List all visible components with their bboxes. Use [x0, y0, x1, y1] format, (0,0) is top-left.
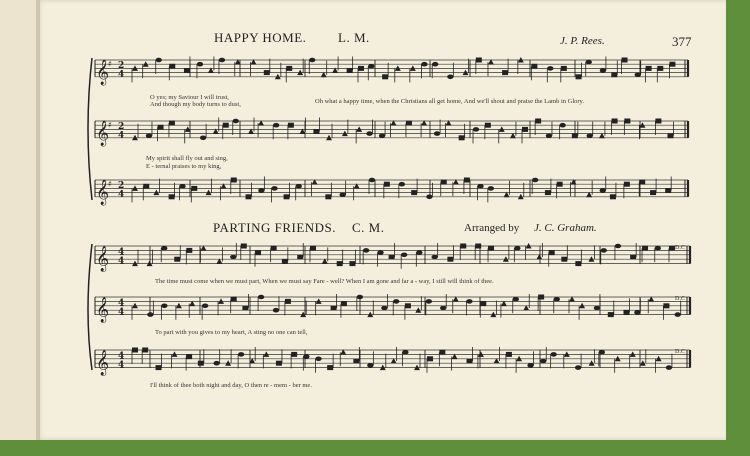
key-sharp-icon: ♯ [108, 59, 112, 69]
hymn2-staff-1-note [186, 248, 192, 253]
hymn1-lyric-line1: O yes; my Saviour I will trust, [150, 94, 229, 101]
hymn1-staff-3-note [532, 178, 538, 183]
hymn1-staff-1-note [600, 68, 606, 73]
hymn1-staff-1-note [576, 74, 582, 79]
hymn2-staff-3-note [213, 361, 219, 366]
hymn2-staff-2-note [242, 306, 248, 311]
hymn2-staff-2-note [594, 306, 600, 311]
hymn1-staff-1-note [286, 66, 292, 71]
hymn2-title: PARTING FRIENDS. [213, 220, 337, 235]
hymn2-staff-2-note [202, 304, 208, 309]
hymn2-staff-3-note [142, 348, 148, 353]
hymn1-staff-3-note [369, 178, 375, 183]
dc-marker-3: D.C [675, 349, 685, 355]
hymn2-staff-3-note [550, 352, 556, 357]
hymn1-staff-1-note [309, 58, 315, 63]
time-signature-bottom: 4 [118, 189, 125, 200]
hymn2-staff-1-note [431, 255, 437, 260]
key-sharp-icon: ♯ [108, 179, 112, 189]
hymn2-staff-2-note [674, 312, 680, 317]
hymn2-staff-3-note [506, 352, 512, 357]
hymn2-staff-2-note [623, 310, 629, 315]
hymn1-staff-3-note [179, 184, 185, 189]
hymn1-staff-1-note [264, 70, 270, 75]
hymn2-staff-3-note [402, 350, 408, 355]
hymn1-staff-3-note [426, 195, 432, 200]
hymn2-staff-3-note [238, 352, 244, 357]
hymn2-staff-2-note [634, 310, 640, 315]
hymn1-staff-3-note [143, 184, 149, 189]
hymn2-staff-3-note [427, 356, 433, 361]
hymn1-staff-1-note [502, 70, 508, 75]
hymn1-staff-1-note [219, 58, 225, 63]
hymn2-staff-1-note [377, 250, 383, 255]
time-signature-top: 2 [118, 121, 125, 132]
hymn2-staff-2-note [273, 308, 279, 313]
hymn2-staff-1-note [297, 255, 303, 260]
hymn2-lyric-line2: To part with you gives to my heart, A sting no one can tell, [155, 329, 308, 336]
hymn1-staff-1-note [611, 72, 617, 77]
hymn1-staff-2-note [459, 135, 465, 140]
hymn2-lyric-line1: The time must come when we must part, When we must say Fare - well? When I am gone and far a - way, I still will think of thee. [155, 278, 494, 285]
hymn1-staff-1-note [476, 58, 482, 63]
hymn1-staff-2-note [434, 131, 440, 136]
hymn1-staff-2-note [379, 133, 385, 138]
key-sharp-icon: ♯ [108, 120, 112, 130]
hymn1-staff-2-note [624, 119, 630, 124]
hymn1-staff-1-note [421, 62, 427, 67]
hymn2-staff-1-note [255, 250, 261, 255]
hymn1-staff-1-note [635, 72, 641, 77]
hymn2-staff-2-note [405, 303, 411, 308]
hymn2-staff-3-note [198, 361, 204, 366]
hymn2-staff-3-note [276, 361, 282, 366]
hymn2-staff-1-note [161, 246, 167, 251]
hymn2-staff-3-note [467, 359, 473, 364]
hymn2-staff-1-note [447, 257, 453, 262]
hymn2-staff-1-note [363, 248, 369, 253]
hymn2-staff-1-note [601, 248, 607, 253]
hymn1-staff-1-note [382, 74, 388, 79]
dc-marker-2: D.C [675, 296, 685, 302]
time-signature-top: 2 [118, 180, 125, 191]
hymn1-staff-3-note [231, 178, 237, 183]
hymn1-staff-1-note [669, 62, 675, 67]
hymn2-staff-1-note [561, 257, 567, 262]
time-signature-bottom: 4 [118, 69, 125, 80]
hymn1-staff-2-note [522, 127, 528, 132]
hymn1-staff-3-note [399, 182, 405, 187]
dc-marker-1: D.C [675, 245, 685, 251]
time-signature-top: 4 [118, 298, 125, 309]
hymn1-staff-2-note [587, 133, 593, 138]
hymn2-staff-2-note [538, 295, 544, 300]
hymn1-staff-1-note [622, 58, 628, 63]
hymn2-staff-2-note [381, 306, 387, 311]
hymn1-staff-3-note [271, 186, 277, 191]
hymn1-staff-3-note [610, 194, 616, 199]
hymn2-staff-3-note [439, 350, 445, 355]
hymn1-staff-3-note [464, 178, 470, 183]
hymn1-staff-1-note [347, 68, 353, 73]
hymn1-staff-3-note [384, 182, 390, 187]
hymn2-staff-1-note [630, 255, 636, 260]
time-signature-top: 4 [118, 247, 125, 258]
hymn2-staff-1-note [241, 244, 247, 249]
hymn2-staff-1-note [655, 246, 661, 251]
hymn2-lyric-line3: I'll think of thee both night and day, O then re - mem - ber me. [150, 382, 312, 389]
hymn2-staff-1-note [230, 255, 236, 260]
hymn1-staff-3-note [639, 180, 645, 185]
hymn2-staff-1-note [575, 261, 581, 266]
hymn1-staff-1-note [169, 64, 175, 69]
clef-icon: 𝄞 [96, 179, 110, 205]
hymn2-staff-1-note [514, 246, 520, 251]
hymn2-staff-2-note [663, 303, 669, 308]
hymn1-staff-3-note [545, 190, 551, 195]
hymn1-staff-3-note [557, 182, 563, 187]
time-signature-top: 2 [118, 60, 125, 71]
hymn1-chorus-lyric: Oh what a happy time, when the Christians all get home, And we'll shout and praise the Lamb in Glory. [315, 98, 585, 105]
hymn2-staff-1-note [310, 246, 316, 251]
hymn1-staff-2-note [366, 131, 372, 136]
hymn2-staff-3-note [327, 365, 333, 370]
clef-icon: 𝄞 [96, 120, 110, 146]
hymn1-system-brace [88, 58, 92, 200]
time-signature-bottom: 4 [118, 130, 125, 141]
hymn2-staff-2-note [480, 301, 486, 306]
hymn2-staff-2-note [466, 299, 472, 304]
hymn2-staff-1-note [174, 257, 180, 262]
hymn1-staff-3-note [339, 192, 345, 197]
hymn1-staff-1-note [368, 64, 374, 69]
hymn2-staff-1-note [389, 255, 395, 260]
hymn2-staff-3-note [315, 357, 321, 362]
hymn1-staff-1-note [561, 66, 567, 71]
hymn2-staff-2-note [554, 297, 560, 302]
hymn1-staff-1-note [184, 68, 190, 73]
hymn2-staff-3-note [156, 365, 162, 370]
hymn2-staff-3-note [527, 363, 533, 368]
hymn2-staff-3-note [666, 365, 672, 370]
hymn1-staff-2-note [158, 125, 164, 130]
hymn2-staff-1-note [475, 244, 481, 249]
clef-icon: 𝄞 [96, 350, 110, 376]
hymn1-staff-3-note [169, 194, 175, 199]
hymn2-arranger: J. C. Graham. [534, 222, 597, 234]
hymn1-staff-2-note [667, 133, 673, 138]
hymn1-staff-1-note [447, 75, 453, 80]
hymn2-staff-3-note [599, 350, 605, 355]
hymn1-staff-1-note [358, 66, 364, 71]
hymn1-staff-1-note [531, 64, 537, 69]
hymn1-staff-3-note [665, 188, 671, 193]
hymn2-staff-3-note [291, 352, 297, 357]
hymn1-staff-1-note [657, 66, 663, 71]
hymn2-staff-1-note [460, 244, 466, 249]
hymn1-title: HAPPY HOME. [214, 30, 307, 45]
clef-icon: 𝄞 [96, 59, 110, 85]
hymn2-staff-2-note [426, 299, 432, 304]
hymn2-staff-2-note [440, 306, 446, 311]
hymn2-staff-1-note [615, 244, 621, 249]
hymn2-staff-1-note [349, 261, 355, 266]
hymn2-staff-3-note [540, 359, 546, 364]
hymn1-staff-3-note [246, 194, 252, 199]
time-signature-top: 4 [118, 351, 125, 362]
hymn1-staff-3-note [325, 194, 331, 199]
hymn1-staff-1-note [547, 66, 553, 71]
hymn1-staff-2-note [572, 133, 578, 138]
hymn1-meter: L. M. [338, 30, 370, 45]
hymn1-staff-2-note [485, 123, 491, 128]
hymn2-staff-2-note [161, 304, 167, 309]
hymn2-staff-2-note [331, 306, 337, 311]
hymn1-lyric-line2: And though my body turns to dust, [150, 101, 241, 108]
hymn2-staff-1-note [401, 253, 407, 258]
hymn1-staff-3-note [296, 184, 302, 189]
clef-icon: 𝄞 [96, 297, 110, 323]
hymn1-staff-3-note [258, 188, 264, 193]
hymn1-staff-3-note [477, 184, 483, 189]
hymn2-arranger-prefix: Arranged by [464, 222, 520, 234]
hymn1-staff-2-note [559, 123, 565, 128]
hymn2-staff-1-note [642, 246, 648, 251]
time-signature-bottom: 4 [118, 307, 125, 318]
hymn1-staff-1-note [197, 62, 203, 67]
hymn1-lyric-line4: E - ternal praises to my king, [146, 163, 222, 170]
hymn2-staff-1-note [549, 250, 555, 255]
hymn2-staff-2-note [341, 301, 347, 306]
time-signature-bottom: 4 [118, 360, 125, 371]
hymn1-staff-2-note [473, 127, 479, 132]
hymn1-lyric-line3: My spirit shall fly out and sing, [146, 155, 228, 162]
hymn1-staff-3-note [284, 194, 290, 199]
hymn1-staff-3-note [441, 180, 447, 185]
hymn1-staff-2-note [535, 119, 541, 124]
hymn1-staff-1-note [646, 66, 652, 71]
hymn2-staff-2-note [147, 312, 153, 317]
hymn1-staff-2-note [169, 121, 175, 126]
hymn1-staff-1-note [432, 62, 438, 67]
hymn1-composer: J. P. Rees. [560, 35, 605, 47]
page-number: 377 [672, 34, 692, 49]
hymn2-staff-2-note [393, 299, 399, 304]
time-signature-bottom: 4 [118, 256, 125, 267]
hymn1-staff-2-note [200, 136, 206, 141]
hymn1-staff-2-note [546, 133, 552, 138]
hymn2-staff-2-note [285, 299, 291, 304]
hymn2-staff-1-note [337, 261, 343, 266]
clef-icon: 𝄞 [96, 246, 110, 272]
hymn1-staff-2-note [233, 119, 239, 124]
hymn1-staff-2-note [288, 123, 294, 128]
hymn1-staff-3-note [488, 186, 494, 191]
hymn2-staff-1-note [416, 250, 422, 255]
hymn2-staff-1-note [282, 259, 288, 264]
hymn2-staff-2-note [231, 297, 237, 302]
hymn1-staff-1-note [156, 58, 162, 63]
hymn2-staff-3-note [186, 354, 192, 359]
hymn1-staff-3-note [411, 190, 417, 195]
hymn1-staff-3-note [650, 190, 656, 195]
hymn2-staff-3-note [303, 354, 309, 359]
hymn2-staff-2-note [357, 295, 363, 300]
hymn1-staff-3-note [191, 186, 197, 191]
hymn2-staff-3-note [353, 359, 359, 364]
hymn2-meter: C. M. [352, 220, 385, 235]
hymn1-staff-2-note [406, 121, 412, 126]
hymn1-staff-2-note [655, 119, 661, 124]
hymn1-staff-2-note [313, 129, 319, 134]
hymn2-staff-3-note [367, 363, 373, 368]
hymn1-staff-2-note [612, 119, 618, 124]
hymn1-staff-2-note [146, 133, 152, 138]
hymn1-staff-3-note [624, 182, 630, 187]
hymn2-staff-2-note [513, 297, 519, 302]
hymn1-staff-1-note [586, 60, 592, 65]
hymn1-staff-2-note [273, 123, 279, 128]
hymn2-staff-1-note [271, 246, 277, 251]
hymn2-staff-3-note [575, 365, 581, 370]
hymn1-staff-3-note [600, 188, 606, 193]
hymn2-staff-1-note [488, 246, 494, 251]
hymn2-staff-2-note [258, 295, 264, 300]
hymn2-staff-2-note [608, 312, 614, 317]
hymn2-staff-3-note [132, 348, 138, 353]
hymn2-system-brace [88, 244, 92, 370]
hymn1-staff-2-note [223, 123, 229, 128]
